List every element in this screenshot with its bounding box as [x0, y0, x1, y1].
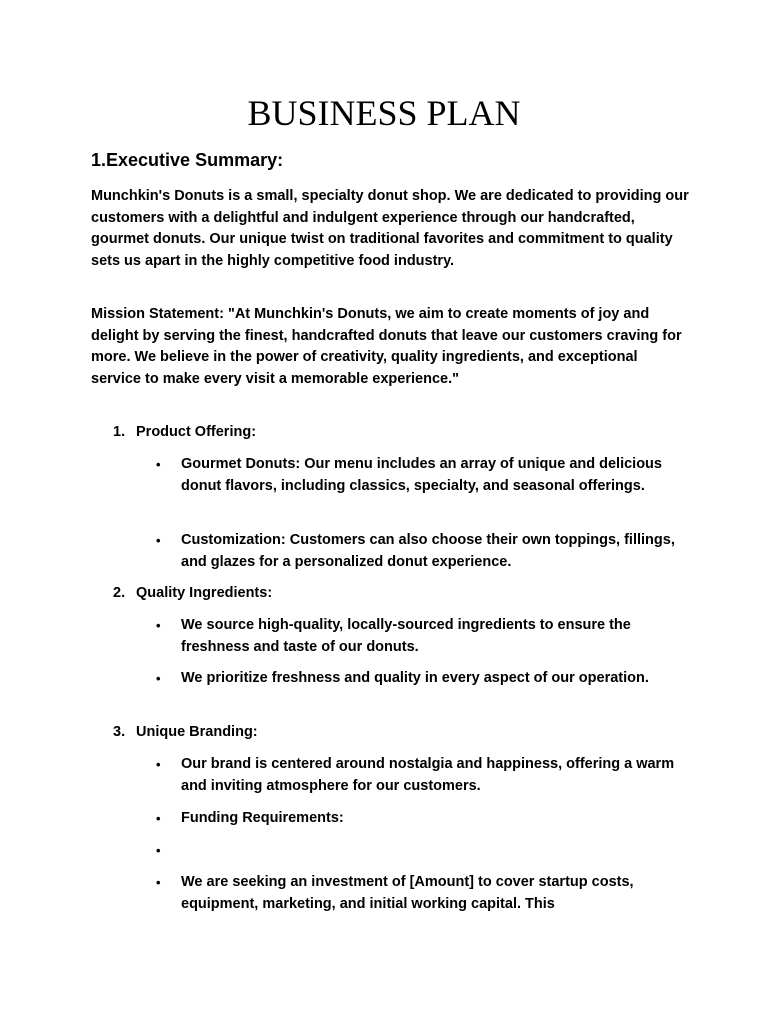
paragraph-mission-statement: Mission Statement: "At Munchkin's Donuts, we aim to create moments of joy and delight by serving the finest, handcrafted donuts that leave our customers craving for more. We believe in the power of creativity, quality ingredients, and exceptional service to make every visit a memorable experience." — [91, 306, 682, 387]
bullet-text: Our brand is centered around nostalgia and happiness, offering a warm and inviting atmosphere for our customers. — [181, 756, 675, 794]
list-label: Quality Ingredients: — [136, 585, 273, 601]
bullet-text: Gourmet Donuts: Our menu includes an array of unique and delicious donut flavors, including classics, specialty, and seasonal offerings. — [181, 456, 662, 494]
list-number: 2. — [113, 585, 126, 601]
bullet-icon: • — [156, 875, 161, 890]
bullet-text: We are seeking an investment of [Amount] to cover startup costs, equipment, marketing, and initial working capital. This — [181, 874, 634, 912]
bullet-item — [156, 754, 676, 797]
bullet-icon: • — [156, 671, 161, 686]
bullet-icon: • — [156, 843, 161, 858]
bullet-item — [156, 668, 676, 690]
numbered-item-unique-branding — [113, 722, 258, 744]
document-title: BUSINESS PLAN — [247, 93, 521, 133]
bullet-text: We source high-quality, locally-sourced ingredients to ensure the freshness and taste of our donuts. — [181, 617, 631, 655]
bullet-icon: • — [156, 533, 161, 548]
bullet-text: Customization: Customers can also choose their own toppings, fillings, and glazes for a personalized donut experience. — [181, 532, 675, 570]
list-label: Product Offering: — [136, 424, 257, 440]
bullet-text: We prioritize freshness and quality in every aspect of our operation. — [181, 670, 649, 686]
bullet-icon: • — [156, 757, 161, 772]
bullet-item — [156, 808, 676, 830]
numbered-item-product-offering — [113, 422, 256, 444]
bullet-item — [156, 872, 676, 915]
bullet-item — [156, 454, 676, 497]
bullet-text: Funding Requirements: — [181, 810, 344, 826]
list-number: 3. — [113, 724, 126, 740]
list-number: 1. — [113, 424, 126, 440]
bullet-item — [156, 530, 676, 573]
bullet-icon: • — [156, 457, 161, 472]
paragraph-intro: Munchkin's Donuts is a small, specialty donut shop. We are dedicated to providing our customers with a delightful and indulgent experience through our handcrafted, gourmet donuts. Our unique twist on traditional favorites and commitment to quality sets us apart in the highly competitive food industry. — [91, 188, 689, 269]
bullet-icon: • — [156, 618, 161, 633]
bullet-icon: • — [156, 811, 161, 826]
numbered-item-quality-ingredients — [113, 583, 272, 605]
list-label: Unique Branding: — [136, 724, 258, 740]
section-heading-executive-summary: 1.Executive Summary: — [91, 150, 284, 170]
bullet-item — [156, 615, 676, 658]
